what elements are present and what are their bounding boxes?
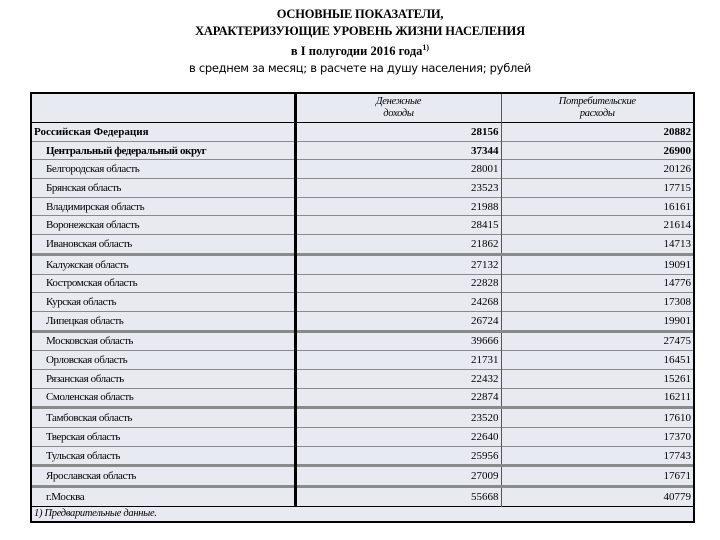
income-value: 28415 [295, 216, 501, 235]
header-expenses [501, 94, 693, 123]
region-name: Липецкая область [32, 311, 295, 331]
income-value: 21731 [295, 351, 501, 370]
expenses-value: 20882 [501, 123, 693, 142]
region-name: Рязанская область [32, 369, 295, 388]
table-row [32, 160, 693, 179]
table-row [32, 216, 693, 235]
expenses-value: 17743 [501, 446, 693, 466]
region-name: Костромская область [32, 274, 295, 293]
expenses-value: 21614 [501, 216, 693, 235]
region-name: Смоленская область [32, 388, 295, 408]
income-value: 25956 [295, 446, 501, 466]
table-row [32, 179, 693, 198]
table-row [32, 351, 693, 370]
document-header [0, 6, 720, 77]
expenses-value: 14713 [501, 235, 693, 255]
income-value: 39666 [295, 331, 501, 351]
income-value: 28001 [295, 160, 501, 179]
expenses-value: 19901 [501, 311, 693, 331]
table-row [32, 369, 693, 388]
income-value: 27009 [295, 466, 501, 487]
income-value: 22432 [295, 369, 501, 388]
table-row [32, 197, 693, 216]
income-value: 24268 [295, 293, 501, 312]
header-expenses-line2: расходы [579, 108, 615, 119]
region-name: Ярославская область [32, 466, 295, 487]
region-name: Курская область [32, 293, 295, 312]
region-name: Российская Федерация [32, 123, 295, 142]
income-value: 22828 [295, 274, 501, 293]
table-row [32, 428, 693, 447]
region-name: Калужская область [32, 254, 295, 274]
expenses-value: 26900 [501, 141, 693, 160]
income-value: 21988 [295, 197, 501, 216]
title-line-2: ХАРАКТЕРИЗУЮЩИЕ УРОВЕНЬ ЖИЗНИ НАСЕЛЕНИЯ [195, 24, 525, 38]
region-name: Тверская область [32, 428, 295, 447]
expenses-value: 17370 [501, 428, 693, 447]
income-value: 22640 [295, 428, 501, 447]
table-row [32, 293, 693, 312]
subtitle: в среднем за месяц; в расчете на душу населения; рублей [189, 61, 531, 75]
region-name: Ивановская область [32, 235, 295, 255]
expenses-value: 40779 [501, 487, 693, 507]
region-name: Московская область [32, 331, 295, 351]
table-row [32, 311, 693, 331]
table-row [32, 408, 693, 428]
table-row [32, 274, 693, 293]
footnote-text: 1) Предварительные данные. [32, 506, 693, 521]
period-label: в I полугодии 2016 года [290, 44, 423, 58]
income-value: 37344 [295, 141, 501, 160]
expenses-value: 27475 [501, 331, 693, 351]
table-row [32, 141, 693, 160]
table-header-row [32, 94, 693, 123]
expenses-value: 17671 [501, 466, 693, 487]
title-line-1: ОСНОВНЫЕ ПОКАЗАТЕЛИ, [276, 7, 444, 21]
expenses-value: 17715 [501, 179, 693, 198]
living-standards-table [30, 92, 695, 523]
table-row [32, 235, 693, 255]
income-value: 26724 [295, 311, 501, 331]
table-row [32, 466, 693, 487]
income-value: 22874 [295, 388, 501, 408]
expenses-value: 16211 [501, 388, 693, 408]
region-name: Владимирская область [32, 197, 295, 216]
region-name: Центральный федеральный округ [32, 141, 295, 160]
income-value: 23520 [295, 408, 501, 428]
income-value: 23523 [295, 179, 501, 198]
region-name: Тульская область [32, 446, 295, 466]
footnote-row [32, 506, 693, 521]
region-name: Орловская область [32, 351, 295, 370]
footnote-marker: 1) [422, 43, 430, 52]
header-income-line2: доходы [383, 108, 414, 119]
table-row [32, 254, 693, 274]
expenses-value: 15261 [501, 369, 693, 388]
table-row [32, 331, 693, 351]
income-value: 27132 [295, 254, 501, 274]
expenses-value: 17308 [501, 293, 693, 312]
expenses-value: 20126 [501, 160, 693, 179]
income-value: 21862 [295, 235, 501, 255]
table-row [32, 487, 693, 507]
header-region [32, 94, 295, 123]
header-income [295, 94, 501, 123]
expenses-value: 14776 [501, 274, 693, 293]
table-row [32, 388, 693, 408]
income-value: 55668 [295, 487, 501, 507]
header-income-line1: Денежные [375, 96, 422, 107]
table-row [32, 123, 693, 142]
expenses-value: 19091 [501, 254, 693, 274]
region-name: Тамбовская область [32, 408, 295, 428]
expenses-value: 17610 [501, 408, 693, 428]
header-expenses-line1: Потребительские [558, 96, 636, 107]
expenses-value: 16161 [501, 197, 693, 216]
income-value: 28156 [295, 123, 501, 142]
region-name: Брянская область [32, 179, 295, 198]
region-name: Воронежская область [32, 216, 295, 235]
expenses-value: 16451 [501, 351, 693, 370]
title-line-3 [0, 40, 720, 59]
table-row [32, 446, 693, 466]
region-name: Белгородская область [32, 160, 295, 179]
region-name: г.Москва [32, 487, 295, 507]
